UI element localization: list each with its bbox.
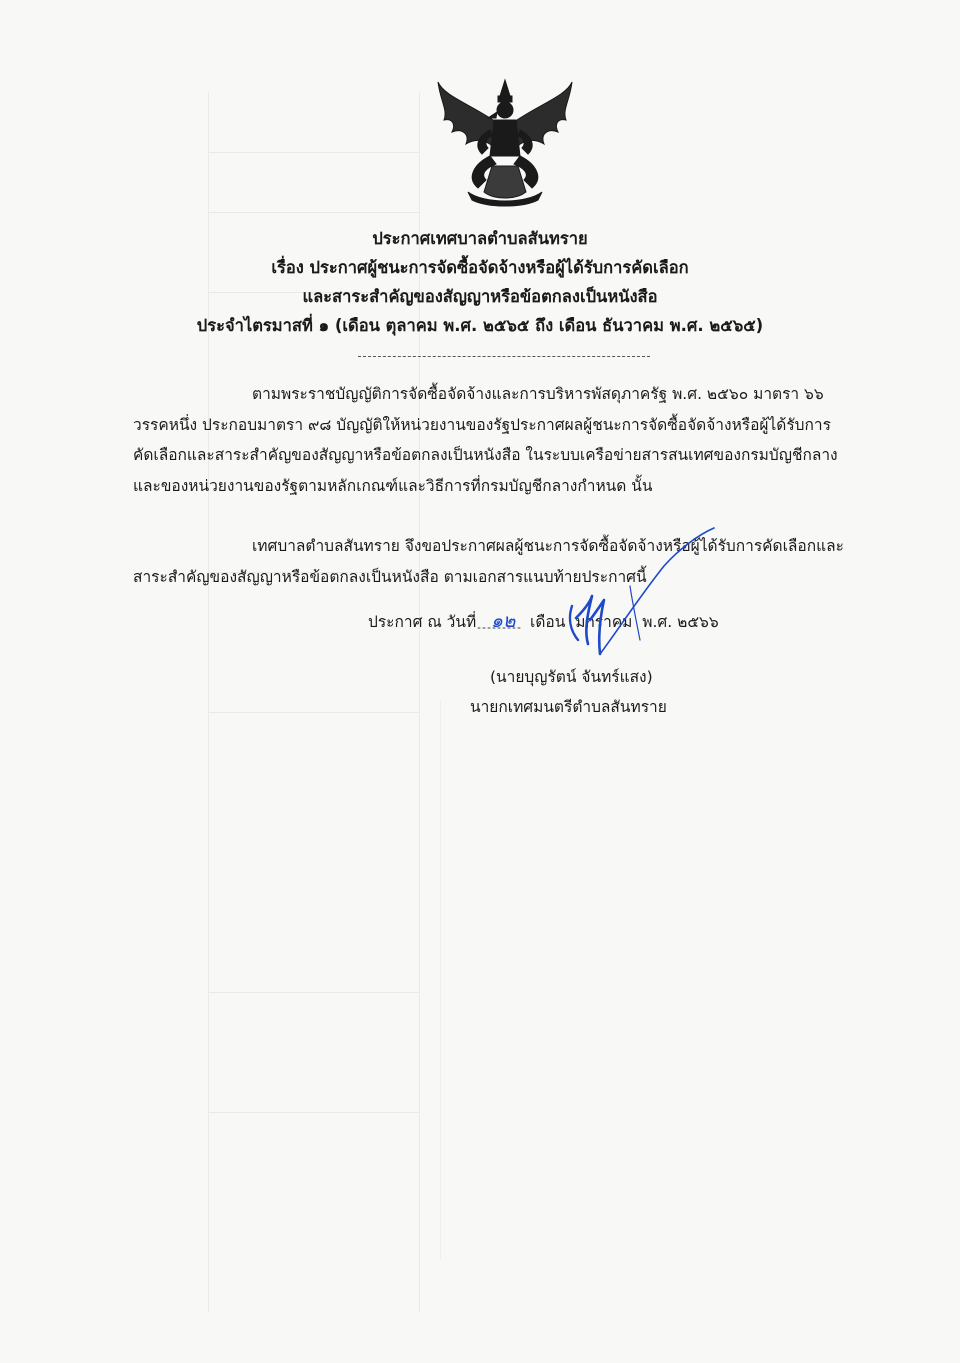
handwritten-day: ๑๒ [490, 610, 516, 632]
body-paragraph-2-line-1: เทศบาลตำบลสันทราย จึงขอประกาศผลผู้ชนะการจัดซื้อจัดจ้างหรือผู้ได้รับการคัดเลือกและ [252, 537, 844, 555]
month-label: เดือน [530, 613, 566, 631]
body-paragraph-1-line-4: และของหน่วยงานของรัฐตามหลักเกณฑ์และวิธีการที่กรมบัญชีกลางกำหนด นั้น [133, 477, 653, 495]
header-divider [358, 356, 650, 357]
bleed-through-margin [440, 700, 641, 1260]
year-value: พ.ศ. ๒๕๖๖ [642, 613, 719, 631]
quarter-period-line: ประจำไตรมาสที่ ๑ (เดือน ตุลาคม พ.ศ. ๒๕๖๕ ถึง เดือน ธันวาคม พ.ศ. ๒๕๖๕) [196, 316, 764, 335]
body-paragraph-1-line-3: คัดเลือกและสาระสำคัญของสัญญาหรือข้อตกลงเป็นหนังสือ ในระบบเครือข่ายสารสนเทศของกรมบัญชีกลาง [133, 446, 838, 464]
subject-line-continued: และสาระสำคัญของสัญญาหรือข้อตกลงเป็นหนังสือ [302, 287, 658, 306]
garuda-emblem-icon [430, 74, 580, 208]
body-paragraph-2-line-2: สาระสำคัญของสัญญาหรือข้อตกลงเป็นหนังสือ ตามเอกสารแนบท้ายประกาศนี้ [133, 568, 647, 586]
body-paragraph-1-line-2: วรรคหนึ่ง ประกอบมาตรา ๙๘ บัญญัติให้หน่วยงานของรัฐประกาศผลผู้ชนะการจัดซื้อจัดจ้างหรือผู้ได้รับการ [133, 416, 831, 434]
announcement-title: ประกาศเทศบาลตำบลสันทราย [372, 229, 588, 248]
subject-line: เรื่อง ประกาศผู้ชนะการจัดซื้อจัดจ้างหรือผู้ได้รับการคัดเลือก [271, 258, 689, 277]
date-prefix: ประกาศ ณ วันที่ [368, 613, 477, 631]
body-paragraph-1-line-1: ตามพระราชบัญญัติการจัดซื้อจัดจ้างและการบริหารพัสดุภาครัฐ พ.ศ. ๒๕๖๐ มาตรา ๖๖ [252, 385, 824, 403]
announcement-date-line [368, 606, 719, 637]
signatory-name: (นายบุญรัตน์ จันทร์แสง) [490, 668, 653, 686]
signatory-position: นายกเทศมนตรีตำบลสันทราย [470, 698, 667, 716]
month-value: มกราคม [575, 613, 633, 631]
